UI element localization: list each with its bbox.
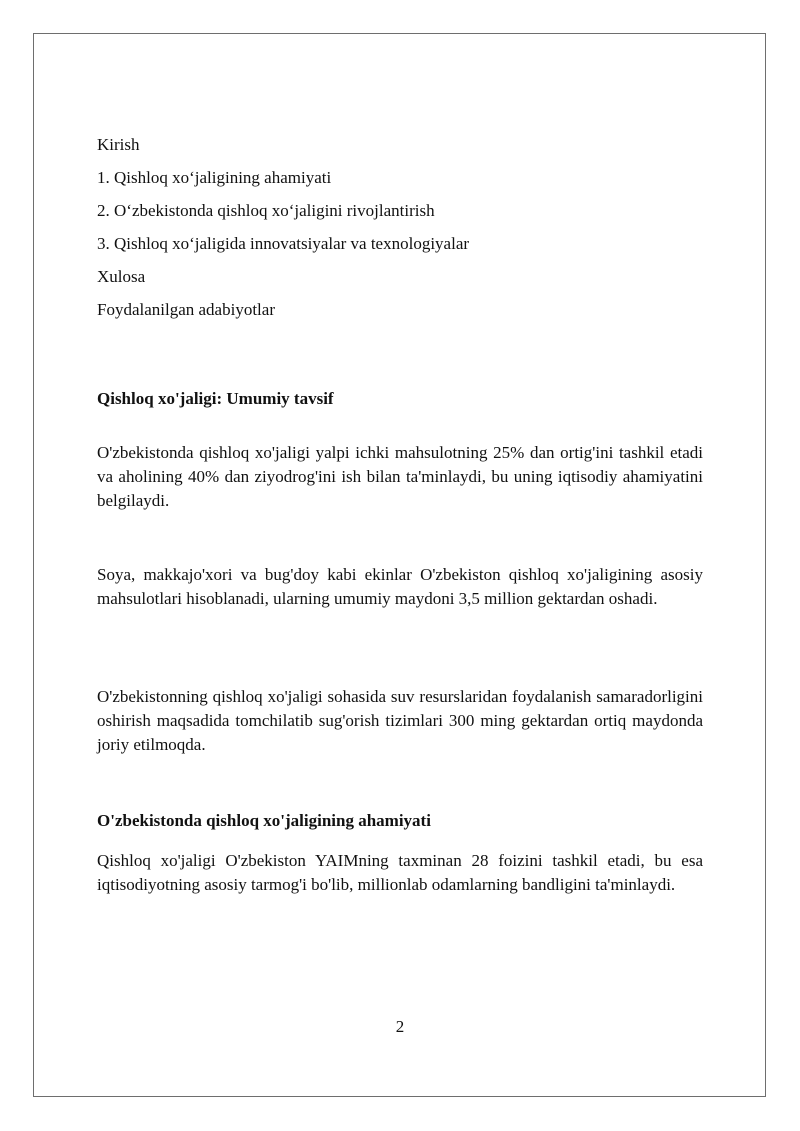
toc-item: 3. Qishloq xo‘jaligida innovatsiyalar va texnologiyalar — [97, 234, 470, 253]
paragraph-main-crops: Soya, makkajo'xori va bug'doy kabi ekinlar O'zbekiston qishloq xo'jaligining asosiy mahsulotlari hisoblanadi, ularning umumiy maydoni 3,5 million gektardan oshadi. — [97, 565, 703, 608]
page-number: 2 — [395, 1017, 405, 1036]
toc-item: 1. Qishloq xo‘jaligining ahamiyati — [97, 168, 332, 187]
paragraph-gdp-share: O'zbekistonda qishloq xo'jaligi yalpi ichki mahsulotning 25% dan ortig'ini tashkil etadi va aholining 40% dan ziyodrog'ini ish bilan ta'minlaydi, bu uning iqtisodiy ahamiyatini belgilaydi. — [97, 443, 703, 510]
paragraph-employment: Qishloq xo'jaligi O'zbekiston YAIMning taxminan 28 foizini tashkil etadi, bu esa iqtisodiyotning asosiy tarmog'i bo'lib, millionlab odamlarning bandligini ta'minlaydi. — [97, 851, 703, 894]
toc-item: Foydalanilgan adabiyotlar — [97, 300, 275, 319]
section-heading-importance: O'zbekistonda qishloq xo'jaligining ahamiyati — [97, 811, 431, 830]
paragraph-drip-irrigation: O'zbekistonning qishloq xo'jaligi sohasida suv resurslaridan foydalanish samaradorligini oshirish maqsadida tomchilatib sug'orish tizimlari 300 ming gektardan ortiq maydonda joriy etilmoqda. — [97, 687, 703, 754]
toc-item: Xulosa — [97, 267, 146, 286]
section-heading-overview: Qishloq xo'jaligi: Umumiy tavsif — [97, 389, 334, 408]
toc-item: 2. O‘zbekistonda qishloq xo‘jaligini rivojlantirish — [97, 201, 435, 220]
table-of-contents — [97, 128, 707, 326]
toc-item: Kirish — [97, 135, 140, 154]
